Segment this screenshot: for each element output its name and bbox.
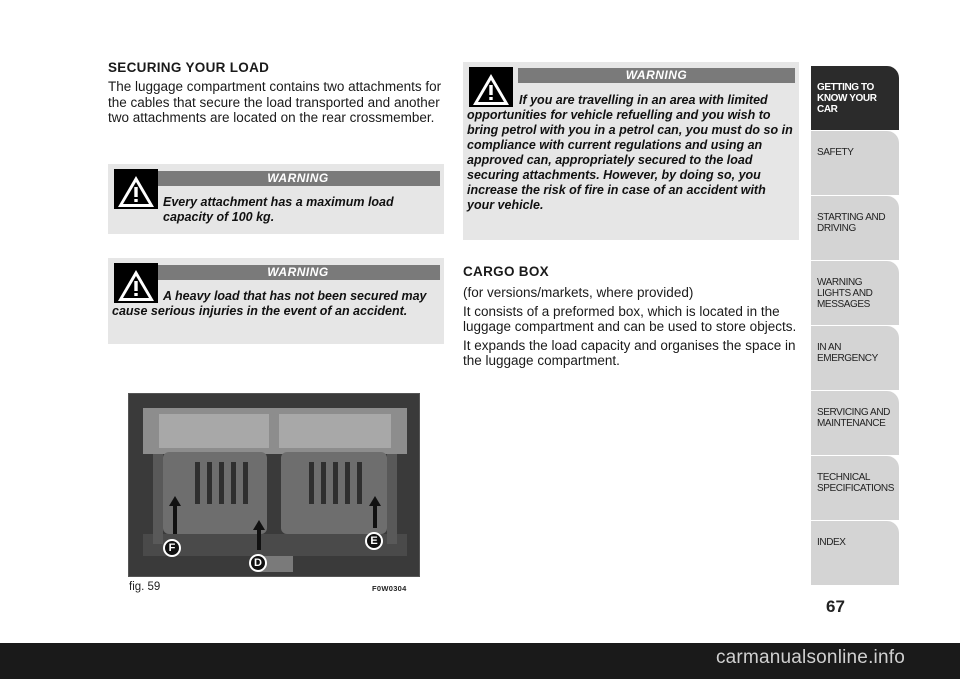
tab-label: GETTING TO KNOW YOUR CAR <box>817 82 877 115</box>
label-d-badge <box>249 554 267 572</box>
tab-label: STARTING AND DRIVING <box>817 212 886 234</box>
tab-servicing-and-maintenance[interactable] <box>811 391 899 456</box>
label-f: F <box>168 542 176 554</box>
tab-label: INDEX <box>817 537 846 548</box>
tab-warning-lights-and-messages[interactable] <box>811 261 899 326</box>
warning-box-3 <box>463 62 799 240</box>
tab-starting-and-driving[interactable] <box>811 196 899 261</box>
warning-text: If you are travelling in an area with limited opportunities for vehicle refuelling and you wish to bring petrol with you in a petrol can, you must do so in compliance with current regulations and using an approved can, appropriately secured to the load securing attachments. However, by doing so, you increase the risk of fire in case of an accident with your vehicle. <box>467 93 793 212</box>
warning-title: WARNING <box>518 68 795 83</box>
warning-text: A heavy load that has not been secured may cause serious injuries in the event of an accident. <box>112 289 427 318</box>
section-heading: SECURING YOUR LOAD <box>108 60 270 75</box>
luggage-compartment-figure <box>128 393 420 577</box>
warning-box-1 <box>108 164 444 234</box>
tab-in-an-emergency[interactable] <box>811 326 899 391</box>
tab-label: WARNING LIGHTS AND MESSAGES <box>817 277 873 310</box>
cargo-para-1: (for versions/markets, where provided) <box>463 285 694 300</box>
tab-index[interactable] <box>811 521 899 586</box>
tab-getting-to-know-your-car[interactable] <box>811 66 899 131</box>
left-column <box>108 60 444 129</box>
tab-safety[interactable] <box>811 131 899 196</box>
watermark-bar <box>0 643 960 679</box>
warning-triangle-icon <box>114 169 158 209</box>
tab-label: SAFETY <box>817 147 854 158</box>
figure-code: F0W0304 <box>372 584 407 593</box>
label-e: E <box>370 535 378 547</box>
figure-caption: fig. 59 <box>129 581 161 593</box>
tab-technical-specifications[interactable] <box>811 456 899 521</box>
page-number: 67 <box>826 597 845 616</box>
cargo-para-2: It consists of a preformed box, which is located in the luggage compartment and can be used to store objects. <box>463 303 797 334</box>
warning-title: WARNING <box>156 265 440 280</box>
label-d: D <box>254 557 262 569</box>
tab-label: TECHNICAL SPECIFICATIONS <box>817 472 895 494</box>
tab-label: IN AN EMERGENCY <box>817 342 878 364</box>
label-f-badge <box>163 539 181 557</box>
cargo-heading: CARGO BOX <box>463 264 549 279</box>
warning-box-2 <box>108 258 444 344</box>
watermark-text: carmanualsonline.info <box>715 647 905 668</box>
warning-title: WARNING <box>156 171 440 186</box>
section-body: The luggage compartment contains two attachments for the cables that secure the load transported and another two attachments are located on the rear crossmember. <box>108 79 442 125</box>
tab-label: SERVICING AND MAINTENANCE <box>817 407 890 429</box>
chapter-tabs <box>811 66 899 586</box>
cargo-para-3: It expands the load capacity and organises the space in the luggage compartment. <box>463 337 796 368</box>
cargo-section <box>463 264 799 372</box>
warning-text: Every attachment has a maximum load capacity of 100 kg. <box>163 195 394 224</box>
label-e-badge <box>365 532 383 550</box>
